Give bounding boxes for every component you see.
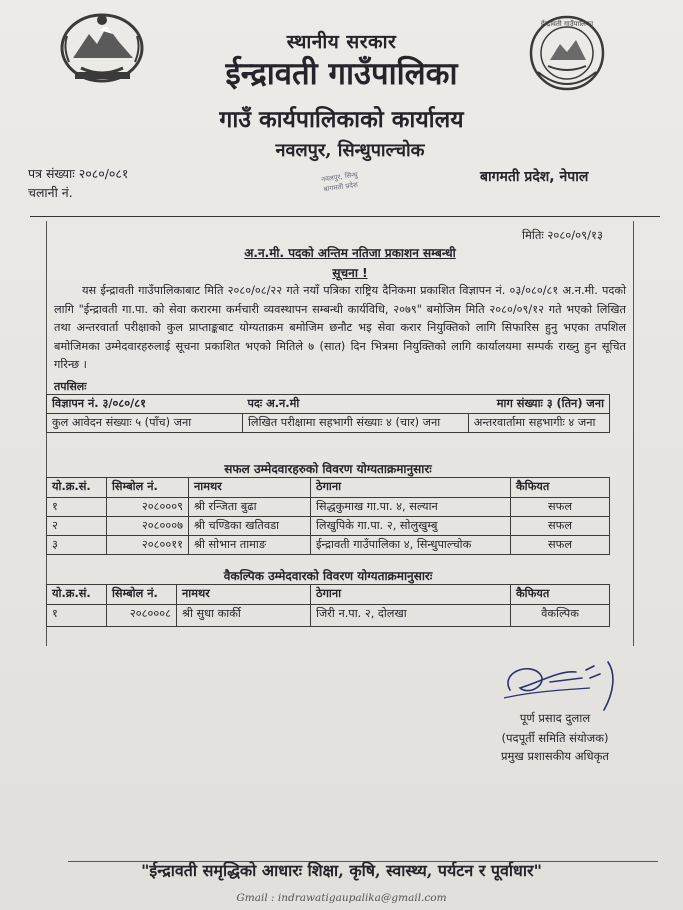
name-cell: श्री चण्डिका खतिवडा [189,517,311,536]
symbol-cell: २०८०००९ [107,498,189,517]
successful-candidates-table [46,477,610,555]
ad-number: विज्ञापन नं. ३/०८०/८१ [47,395,243,414]
serial-cell: २ [47,517,107,536]
vacancy-info-table [46,394,610,433]
notice-heading: सूचना ! [332,266,368,280]
government-label: स्थानीय सरकार [286,31,397,53]
written-participants: लिखित परीक्षामा सहभागी संख्याः ४ (चार) जना [243,414,469,433]
signatory-role: (पदपूर्ती समिति संयोजक) [501,731,609,745]
office-name: गाउँ कार्यपालिकाको कार्यालय [219,106,464,133]
symbol-cell: २०८००११ [107,536,189,555]
remarks-cell: सफल [511,517,610,536]
name-cell: श्री सुधा कार्की [177,605,311,627]
table-header-row [47,478,610,498]
name-cell: श्री सोभान तामाङ [189,536,311,555]
successful-heading: सफल उम्मेदवारहरुको विवरण योग्यताक्रमानुसारः [224,462,432,476]
remarks-cell: सफल [511,536,610,555]
municipality-name: ईन्द्रावती गाउँपालिका [225,56,458,92]
table-row [47,536,610,555]
signature-icon [490,652,630,712]
column-header: नामथर [189,478,311,498]
interview-participants: अन्तरवार्तामा सहभागीः ४ जना [468,414,609,433]
table-row [47,498,610,517]
column-header: कैफियत [511,585,610,605]
table-row [47,517,610,536]
column-header: यो.क्र.सं. [47,478,107,498]
alternate-candidates-table [46,584,610,627]
table-row [47,605,610,627]
address-cell: लिखुपिके गा.पा. २, सोलुखुम्बु [311,517,511,536]
header-divider [30,216,660,217]
remarks-cell: वैकल्पिक [511,605,610,627]
column-header: सिम्बोल नं. [107,585,177,605]
details-label: तपसिलः [54,380,87,393]
name-cell: श्री रन्जिता बुढा [189,498,311,517]
symbol-cell: २०८०००७ [107,517,189,536]
dispatch-number: चलानी नं. [28,185,73,200]
notice-body-text: यस ईन्द्रावती गाउँपालिकाबाट मिति २०८०/०८/२२ गते नयाँ पत्रिका राष्ट्रिय दैनिकमा प्रकाशित विज्ञापन नं. ०३/०८०/८१ अ.न.मी. पदको लागि "ईन्द्रावती गा.पा. को सेवा करारमा कर्मचारी व्यवस्थापन सम्बन्धी कार्यविधि, २०७९" बमोजिम मिति २०८०/०९/१२ गते भएको लिखित तथा अन्तरवार्ता परीक्षाको कुल प्राप्ताङ्कबाट योग्यताक्रम बमोजिम छनौट भइ सेवा करार नियुक्तिको लागि सिफारिस हुनु भएका तपशिल बमोजिमका उम्मेदवारहरुलाई सूचना प्रकाशित भएको मितिले ७ (सात) दिन भित्रमा नियुक्तिको लागि कार्यालयमा सम्पर्क राख्नु हुन सूचित गरिन्छ । [54,284,626,371]
stamp-line-1: नवलपुर, सिन्धु [320,170,359,184]
table-header-row [47,585,610,605]
demand-count: माग संख्याः ३ (तिन) जना [468,395,609,414]
address-cell: ईन्द्रावती गाउँपालिका ४, सिन्धुपाल्चोक [311,536,511,555]
notice-title: अ.न.मी. पदको अन्तिम नतिजा प्रकाशन सम्बन्धी [244,246,456,260]
footer-email: Gmail : indrawatigaupalika@gmail.com [236,892,447,904]
address-cell: जिरी न.पा. २, दोलखा [311,605,511,627]
column-header: सिम्बोल नं. [107,478,189,498]
signatory-name: पूर्ण प्रसाद दुलाल [519,711,591,725]
footer-motto: "ईन्द्रावती समृद्धिको आधारः शिक्षा, कृषि, स्वास्थ्य, पर्यटन र पूर्वाधार" [141,861,542,880]
stamp-line-2: बागमती प्रदेश [323,180,359,194]
alternate-heading: वैकल्पिक उम्मेदवारको विवरण योग्यताक्रमानुसारः [223,569,433,583]
office-address: नवलपुर, सिन्धुपाल्चोक [275,140,425,161]
serial-cell: ३ [47,536,107,555]
column-header: नामथर [177,585,311,605]
notice-body [54,282,626,375]
municipality-logo-text: ईन्द्रावती गाउँपालिका [540,20,594,28]
serial-cell: १ [47,498,107,517]
serial-cell: १ [47,605,107,627]
column-header: यो.क्र.सं. [47,585,107,605]
letter-number: पत्र संख्याः २०८०/०८१ [28,166,129,181]
address-cell: सिद्धकुमाख गा.पा. ४, सल्यान [311,498,511,517]
column-header: कैफियत [511,478,610,498]
province-label: बागमती प्रदेश, नेपाल [480,169,589,185]
symbol-cell: २०८०००८ [107,605,177,627]
signatory-title: प्रमुख प्रशासकीय अधिकृत [501,749,609,763]
post-name: पदः अ.न.मी [243,395,469,414]
column-header: ठेगाना [311,478,511,498]
notice-date: मितिः २०८०/०९/१३ [522,228,603,242]
remarks-cell: सफल [511,498,610,517]
column-header: ठेगाना [311,585,511,605]
total-applications: कुल आवेदन संख्याः ५ (पाँच) जना [47,414,243,433]
